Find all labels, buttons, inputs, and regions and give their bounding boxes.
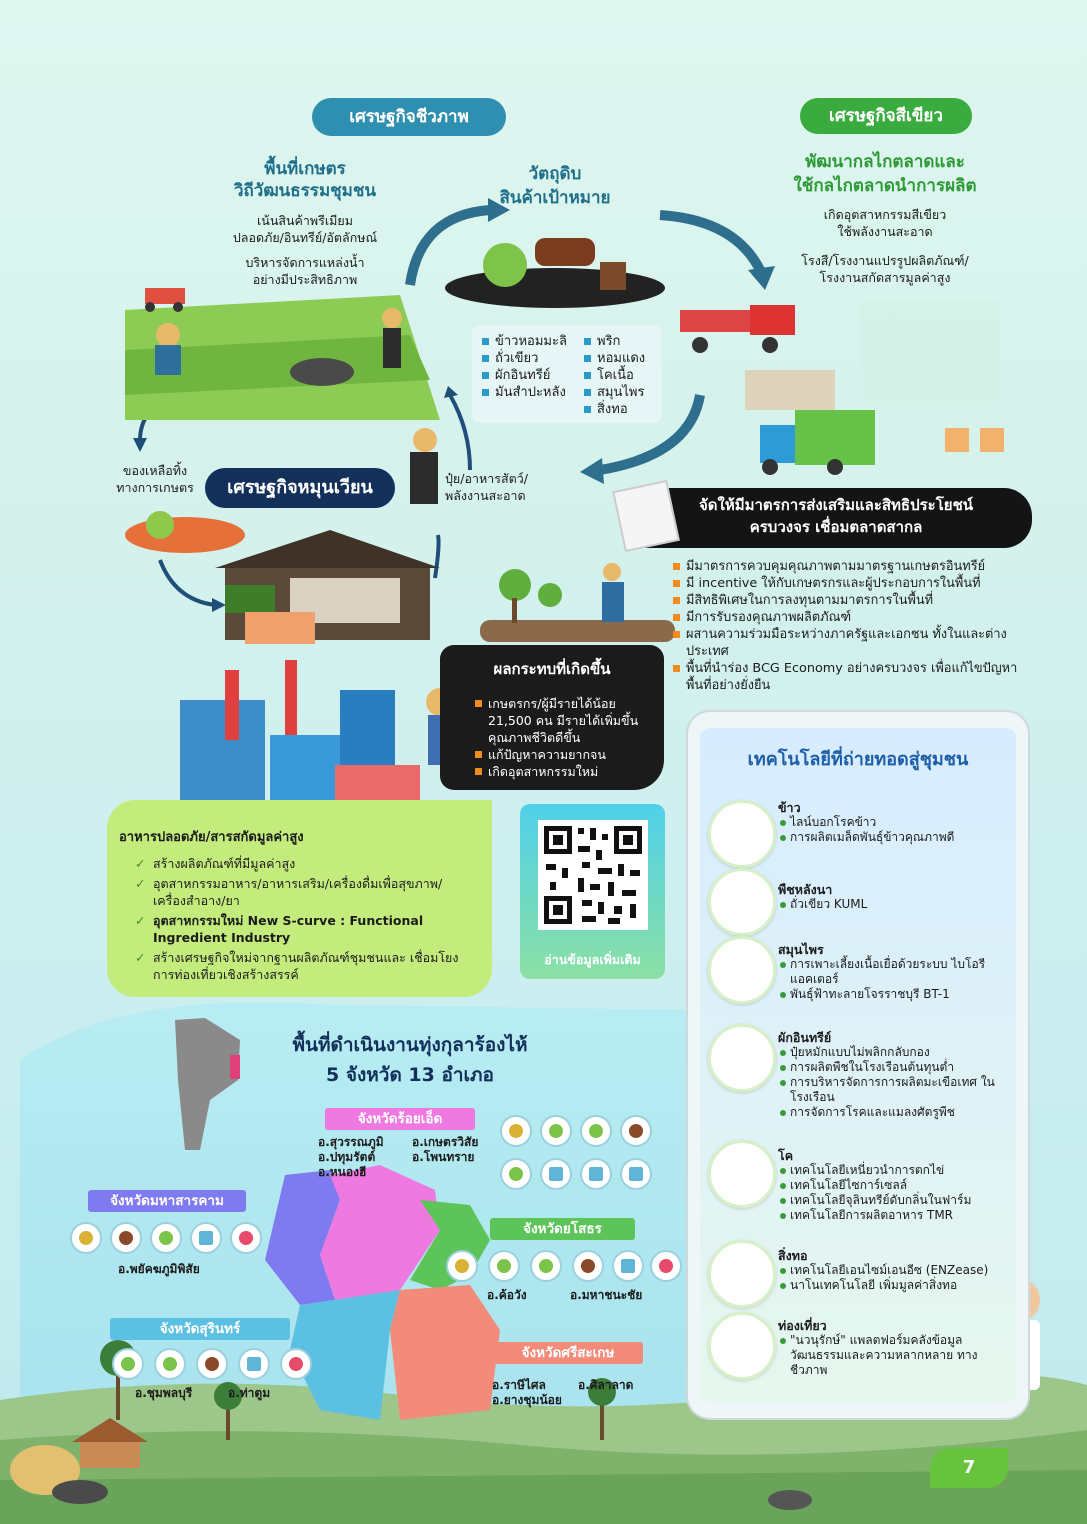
products-list-2 <box>584 333 645 418</box>
map-pin-icon <box>230 1222 262 1254</box>
province-yasothon: จังหวัดยโสธร <box>490 1218 635 1240</box>
textile-icon <box>540 1158 572 1190</box>
measure-item: พื้นที่นำร่อง BCG Economy อย่างครบวงจร เพื่อแก้ไขปัญหาพื้นที่อย่างยั่งยืน <box>672 660 1042 694</box>
tech-group-name: พืชหลังนา <box>778 882 833 897</box>
impact-box <box>440 645 664 790</box>
tech-item-text: เทคโนโลยีเอนไซม์เอนอีซ (ENZease) <box>778 1263 998 1278</box>
food-item: ✓ อุตสาหกรรมใหม่ New S-curve : Functional Ingredient Industry <box>133 912 478 946</box>
district-list-roi-et <box>318 1135 384 1180</box>
district-name: อ.มหาชนะชัย <box>570 1288 643 1302</box>
greenhouse-icon <box>500 1158 532 1190</box>
province-maha-sarakham: จังหวัดมหาสารคาม <box>88 1190 246 1212</box>
textile-icon <box>190 1222 222 1254</box>
tech-cattle <box>708 1140 998 1220</box>
tech-rice <box>708 800 998 864</box>
cattle-icon <box>572 1250 604 1282</box>
qr-code-icon[interactable] <box>538 820 648 930</box>
product-item: โคเนื้อ <box>584 367 645 384</box>
tech-group-name: โค <box>778 1148 794 1163</box>
raw-title-line1: วัตถุดิบ <box>528 164 582 184</box>
tech-item-text: การจัดการโรคและแมลงศัตรูพืช <box>778 1105 998 1120</box>
qr-card[interactable] <box>520 804 665 979</box>
herb-icon <box>580 1115 612 1147</box>
rice-icon <box>70 1222 102 1254</box>
tech-organic-vegetables <box>708 1024 998 1124</box>
tech-group-name: ท่องเที่ยว <box>778 1318 827 1333</box>
measure-item: มีการรับรองคุณภาพผลิตภัณฑ์ <box>672 609 1042 626</box>
tech-item-text: เทคโนโลยีการผลิตอาหาร TMR <box>778 1208 971 1223</box>
fertilizer-label-1: ปุ๋ย/อาหารสัตว์/ <box>445 471 528 486</box>
district-name: อ.สุวรรณภูมิ <box>318 1135 384 1149</box>
measures-list <box>672 558 1042 694</box>
impact-list <box>474 695 654 780</box>
green-text-4: โรงงานสกัดสารมูลค่าสูง <box>819 270 951 285</box>
district-name: อ.โพนทราย <box>412 1150 475 1164</box>
food-title: อาหารปลอดภัย/สารสกัดมูลค่าสูง <box>119 830 304 845</box>
tech-post-rice-crop <box>708 868 998 932</box>
food-list <box>133 855 478 983</box>
district-list-roi-et-2 <box>412 1135 478 1165</box>
products-list-1 <box>482 333 567 401</box>
enzyme-icon <box>580 1158 612 1190</box>
map-title-line2: 5 จังหวัด 13 อำเภอ <box>326 1064 494 1086</box>
farm-area-title <box>190 158 420 202</box>
district-name: อ.ท่าตูม <box>228 1386 271 1400</box>
product-item: ข้าวหอมมะลิ <box>482 333 567 350</box>
farm-area-text <box>190 212 420 288</box>
tech-textile <box>708 1240 998 1304</box>
greenhouse-icon <box>530 1250 562 1282</box>
green-economy-pill: เศรษฐกิจสีเขียว <box>800 98 972 134</box>
measure-item: มีสิทธิพิเศษในการลงทุนตามมาตรการในพื้นที่ <box>672 592 1042 609</box>
map-pin-icon <box>708 1312 776 1380</box>
bean-icon <box>540 1115 572 1147</box>
cattle-icon <box>620 1115 652 1147</box>
enzyme-bottle-icon <box>708 1240 776 1308</box>
textile-icon <box>238 1348 270 1380</box>
tech-item-text: นาโนเทคโนโลยี เพิ่มมูลค่าสิ่งทอ <box>778 1278 998 1293</box>
tech-item-text: พันธุ์ฟ้าทะลายโจรราชบุรี BT-1 <box>778 987 998 1002</box>
qr-read-more-link[interactable]: อ่านข้อมูลเพิ่มเติม <box>544 952 641 967</box>
measure-item: ผสานความร่วมมือระหว่างภาครัฐและเอกชน ทั้งในและต่างประเทศ <box>672 626 1042 660</box>
cattle-icon <box>196 1348 228 1380</box>
agri-waste-label <box>100 462 210 496</box>
tech-item-text: การผลิตเมล็ดพันธุ์ข้าวคุณภาพดี <box>778 830 954 845</box>
district-name: อ.ยางชุมน้อย <box>492 1393 562 1407</box>
bean-icon <box>112 1348 144 1380</box>
tech-item-text: ปุ๋ยหมักแบบไม่พลิกกลับกอง <box>778 1045 998 1060</box>
product-item: ผักอินทรีย์ <box>482 367 567 384</box>
fertilizer-label <box>445 470 570 504</box>
tech-item-text: ไลน์บอกโรคข้าว <box>778 815 954 830</box>
tech-item-text: "นวนุรักษ์" แพลตฟอร์มคลังข้อมูล วัฒนธรรมและความหลากหลาย ทางชีวภาพ <box>778 1333 988 1378</box>
waste-label-2: ทางการเกษตร <box>116 480 194 495</box>
product-item: มันสำปะหลัง <box>482 384 567 401</box>
district-name: อ.หนองฮี <box>318 1165 367 1179</box>
bean-icon <box>488 1250 520 1282</box>
tech-group-name: ข้าว <box>778 800 801 815</box>
measure-item: มีมาตรการควบคุมคุณภาพตามมาตรฐานเกษตรอินทรีย์ <box>672 558 1042 575</box>
tech-item-text: เทคโนโลยีจุลินทรีย์ดับกลิ่นในฟาร์ม <box>778 1193 971 1208</box>
green-text-2: ใช้พลังงานสะอาด <box>837 224 933 239</box>
tech-title: เทคโนโลยีที่ถ่ายทอดสู่ชุมชน <box>747 749 969 770</box>
cattle-icon <box>708 1140 776 1208</box>
green-text-1: เกิดอุตสาหกรรมสีเขียว <box>823 207 947 222</box>
green-title-line1: พัฒนากลไกตลาดและ <box>805 152 965 172</box>
tech-group-name: สิ่งทอ <box>778 1248 808 1263</box>
raw-materials-title <box>470 162 640 210</box>
map-title <box>250 1030 570 1090</box>
food-item: ✓ อุตสาหกรรมอาหาร/อาหารเสริม/เครื่องดื่มเพื่อสุขภาพ/ เครื่องสำอาง/ยา <box>133 875 478 909</box>
product-item: สิ่งทอ <box>584 401 645 418</box>
district-name: อ.เกษตรวิสัย <box>412 1135 479 1149</box>
product-item: สมุนไพร <box>584 384 645 401</box>
rice-icon <box>708 800 776 868</box>
measure-item: มี incentive ให้กับเกษตรกรและผู้ประกอบการในพื้นที่ <box>672 575 1042 592</box>
district-name: อ.ราษีไศล <box>492 1378 546 1392</box>
measures-title-2: ครบวงจร เชื่อมตลาดสากล <box>749 518 923 536</box>
greenhouse-icon <box>154 1348 186 1380</box>
tech-item-text: เทคโนโลยีไซการ์เซลล์ <box>778 1178 971 1193</box>
green-text-3: โรงสี/โรงงานแปรรูปผลิตภัณฑ์/ <box>801 253 969 268</box>
product-item: หอมแดง <box>584 350 645 367</box>
water-drop-icon <box>620 1158 652 1190</box>
farm-area-title-line2: วิถีวัฒนธรรมชุมชน <box>233 181 377 201</box>
farm-text-1: เน้นสินค้าพรีเมียม <box>257 213 353 228</box>
page-number: 7 <box>930 1448 1008 1488</box>
waste-label-1: ของเหลือทิ้ง <box>122 463 188 478</box>
farm-area-title-line1: พื้นที่เกษตร <box>264 159 346 179</box>
cattle-icon <box>110 1222 142 1254</box>
tech-tourism <box>708 1312 998 1382</box>
farm-text-3: บริหารจัดการแหล่งน้ำ <box>245 255 365 270</box>
food-item: ✓ สร้างเศรษฐกิจใหม่จากฐานผลิตภัณฑ์ชุมชนและ เชื่อมโยงการท่องเที่ยวเชิงสร้างสรรค์ <box>133 949 478 983</box>
greenhouse-icon <box>150 1222 182 1254</box>
farm-text-4: อย่างมีประสิทธิภาพ <box>252 272 358 287</box>
map-pin-icon <box>280 1348 312 1380</box>
food-item: ✓ สร้างผลิตภัณฑ์ที่มีมูลค่าสูง <box>133 855 478 872</box>
green-text <box>770 206 1000 286</box>
measures-banner <box>640 488 1032 548</box>
tech-item-text: เทคโนโลยีเหนี่ยวนำการตกไข่ <box>778 1163 971 1178</box>
circular-economy-pill: เศรษฐกิจหมุนเวียน <box>205 468 395 508</box>
impact-item: เกษตรกร/ผู้มีรายได้น้อย 21,500 คน มีรายได้เพิ่มขึ้น คุณภาพชีวิตดีขึ้น <box>474 695 654 746</box>
mung-bean-icon <box>708 868 776 936</box>
tech-item-text: การบริหารจัดการการผลิตมะเขือเทศ ในโรงเรือน <box>778 1075 998 1105</box>
target-products-box <box>472 325 662 423</box>
farm-text-2: ปลอดภัย/อินทรีย์/อัตลักษณ์ <box>232 230 378 245</box>
food-box <box>107 800 492 997</box>
product-item: พริก <box>584 333 645 350</box>
greenhouse-icon <box>708 1024 776 1092</box>
rice-icon <box>446 1250 478 1282</box>
bio-economy-pill: เศรษฐกิจชีวภาพ <box>312 98 506 136</box>
tech-group-name: ผักอินทรีย์ <box>778 1030 832 1045</box>
tech-item-text: การเพาะเลี้ยงเนื้อเยื่อด้วยระบบ ไบโอรีแอคเตอร์ <box>778 957 998 987</box>
district-list-si-sa-ket <box>492 1378 562 1408</box>
district-name: อ.ปทุมรัตต์ <box>318 1150 376 1164</box>
green-title-line2: ใช้กลไกตลาดนำการผลิต <box>793 176 977 196</box>
district-name: อ.ชุมพลบุรี <box>135 1386 193 1400</box>
district-name: อ.ศิลาลาด <box>578 1378 634 1392</box>
tech-herbs <box>708 936 998 1000</box>
textile-icon <box>612 1250 644 1282</box>
tech-item-text: การผลิตพืชในโรงเรือนต้นทุนต่ำ <box>778 1060 998 1075</box>
fertilizer-label-2: พลังงานสะอาด <box>445 488 526 503</box>
province-surin: จังหวัดสุรินทร์ <box>110 1318 290 1340</box>
rice-icon <box>500 1115 532 1147</box>
herb-icon <box>708 936 776 1004</box>
impact-item: แก้ปัญหาความยากจน <box>474 746 654 763</box>
raw-title-line2: สินค้าเป้าหมาย <box>499 188 611 208</box>
product-item: ถั่วเขียว <box>482 350 567 367</box>
impact-item: เกิดอุตสาหกรรมใหม่ <box>474 763 654 780</box>
district-name: อ.ค้อวัง <box>487 1288 527 1302</box>
impact-title: ผลกระทบที่เกิดขึ้น <box>493 660 611 678</box>
tech-group-name: สมุนไพร <box>778 942 824 957</box>
map-title-line1: พื้นที่ดำเนินงานทุ่งกุลาร้องไห้ <box>292 1034 528 1056</box>
measures-title-1: จัดให้มีมาตรการส่งเสริมและสิทธิประโยชน์ <box>698 496 974 514</box>
province-si-sa-ket: จังหวัดศรีสะเกษ <box>493 1342 643 1364</box>
green-market-title <box>760 150 1010 198</box>
province-roi-et: จังหวัดร้อยเอ็ด <box>325 1108 475 1130</box>
district-name: อ.พยัคฆภูมิพิสัย <box>118 1262 200 1276</box>
tech-item-text: ถั่วเขียว KUML <box>778 897 867 912</box>
map-pin-icon <box>650 1250 682 1282</box>
